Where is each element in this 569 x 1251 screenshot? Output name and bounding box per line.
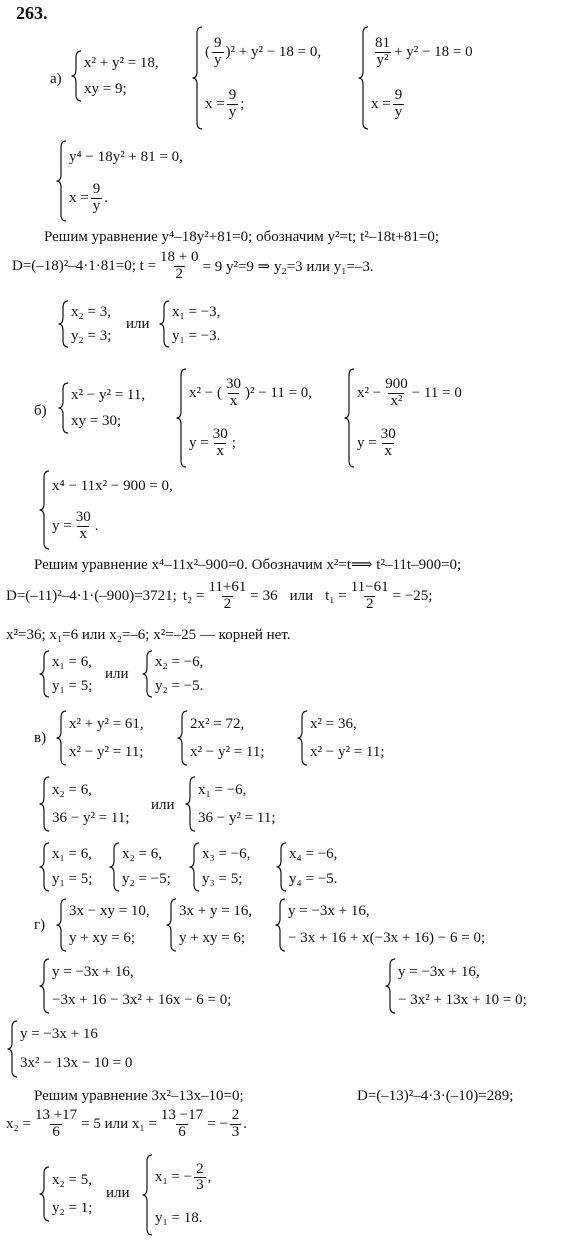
expr-part: x = [69, 189, 89, 206]
equation-line [69, 182, 183, 215]
part-a-system-2 [191, 26, 321, 130]
numerator: 9 [228, 86, 237, 103]
numerator: 11+61 [208, 579, 247, 595]
equation-line: y₃ = 5; [202, 871, 243, 887]
part-v-system-3 [296, 710, 385, 766]
part-b-answer-2 [141, 650, 203, 698]
expr-part: = −25; [392, 587, 433, 604]
equation-line: 3x − xy = 10, [69, 903, 150, 919]
part-a-answer-1 [57, 300, 111, 348]
left-brace-icon [70, 50, 82, 102]
denominator: x [384, 442, 392, 459]
left-brace-icon [141, 650, 153, 698]
equation-line: x₃ = −6, [202, 846, 251, 862]
left-brace-icon [6, 1020, 18, 1078]
equation-line: x₁ = 6, [52, 846, 92, 862]
equation-line: − 3x² + 13x + 10 = 0; [398, 991, 527, 1008]
left-brace-icon [57, 382, 69, 434]
expr-part: y = [357, 434, 377, 451]
denominator: y [394, 103, 403, 120]
left-brace-icon [191, 26, 203, 130]
brace-path [143, 651, 153, 697]
numerator: 30 [212, 425, 228, 442]
denominator: y² [376, 51, 389, 68]
denominator: 3 [196, 1177, 204, 1194]
brace-path [40, 471, 50, 549]
equation-line: y = −3x + 16 [20, 1026, 98, 1042]
numerator: 900 [385, 375, 408, 392]
equation-line: y + xy = 6; [69, 930, 136, 946]
equation-line: x₁ = −3, [172, 303, 221, 320]
equation-line: xy = 9; [84, 80, 127, 97]
fraction [224, 377, 243, 410]
expr-part: + y² − 18 = 0 [394, 43, 473, 60]
numerator: 30 [225, 375, 241, 392]
expr-part: x₂ = [6, 1115, 31, 1132]
or-word: или [126, 316, 150, 332]
equation-line: y + xy = 6; [179, 930, 246, 946]
part-g-system-6 [6, 1020, 132, 1078]
brace-path [59, 301, 69, 347]
problem-number: 263. [16, 3, 48, 23]
part-v-label: в) [34, 730, 47, 746]
expr-part: . [104, 189, 108, 206]
fraction [159, 1108, 205, 1141]
brace-path [167, 899, 177, 951]
discriminant-line: D=(–13)²–4·3·(–10)=289; [357, 1088, 514, 1104]
fraction [158, 250, 200, 283]
denominator: 2 [223, 595, 232, 612]
brace-path [160, 301, 170, 347]
expr-part: ; [231, 434, 236, 451]
expr-part: = − [207, 1115, 228, 1132]
expr-part: y = [52, 518, 72, 535]
denominator: y [214, 51, 222, 68]
or-word: или [289, 587, 314, 604]
equation-line: x² = 36, [310, 715, 357, 732]
brace-path [40, 959, 50, 1013]
part-b-answer-1 [38, 650, 92, 698]
part-v-answer-3 [188, 842, 250, 892]
equation-line: xy = 30; [71, 412, 122, 429]
part-v-system-5 [184, 776, 276, 832]
denominator: y [92, 197, 101, 214]
brace-path [178, 711, 188, 765]
part-g-answer-2 [141, 1154, 211, 1236]
left-brace-icon [55, 140, 67, 222]
equation-line: y = −3x + 16, [288, 903, 370, 919]
discriminant-line [12, 250, 374, 283]
expr-part: , [207, 1169, 212, 1186]
expr-part: y = [189, 434, 209, 451]
equation-line: x₄ = −6, [289, 846, 338, 862]
roots-line: x²=36; x₁=6 или x₂=–6; x²=–25 — корней нет. [6, 627, 291, 643]
denominator: 2 [365, 595, 374, 612]
equation-line: x² + y² = 61, [69, 715, 144, 732]
left-brace-icon [38, 1166, 50, 1222]
fraction [349, 580, 391, 613]
part-g-system-3 [274, 898, 485, 952]
expr-part: ; [240, 95, 245, 112]
or-word: или [106, 1185, 130, 1201]
fraction [230, 1108, 242, 1141]
brace-path [40, 651, 50, 697]
left-brace-icon [184, 776, 196, 832]
left-brace-icon [357, 26, 369, 130]
numerator: 9 [394, 86, 403, 103]
or-word: или [151, 797, 175, 813]
numerator: 81 [375, 34, 390, 51]
equation-line: x₂ = 3, [71, 303, 111, 320]
expr-part: . [94, 518, 99, 535]
equation-line: x₁ = −6, [198, 781, 247, 798]
equation-line: y₁ = 5; [52, 677, 93, 694]
denominator: 6 [178, 1123, 186, 1140]
denominator: y [228, 103, 237, 120]
brace-path [277, 843, 287, 891]
left-brace-icon [108, 842, 120, 892]
part-a-system-4 [55, 140, 183, 222]
equation-line [189, 377, 312, 410]
expr-part: = 5 или x₁ = [81, 1115, 157, 1132]
equation-line: − 3x + 16 + x(−3x + 16) − 6 = 0; [288, 930, 486, 946]
part-v-system-2 [176, 710, 265, 766]
brace-path [143, 1155, 153, 1235]
equation-line: x₂ = 6, [122, 846, 162, 862]
equation-line: x² − y² = 11; [69, 743, 144, 760]
fraction [91, 182, 103, 215]
discriminant-line [6, 580, 432, 613]
equation-line: y₄ = −5. [289, 871, 338, 887]
left-brace-icon [176, 710, 188, 766]
denominator: 2 [175, 265, 184, 282]
equation-line: y⁴ − 18y² + 81 = 0, [69, 148, 183, 165]
equation-line: y = −3x + 16, [398, 963, 480, 980]
fraction [379, 427, 398, 460]
or-word: или [105, 666, 129, 682]
left-brace-icon [296, 710, 308, 766]
expr-part: = 9 y²=9 ⇒ y₂=3 или y₁=–3. [202, 258, 374, 275]
numerator: 30 [380, 425, 396, 442]
expr-part: )² + y² − 18 = 0, [225, 43, 322, 60]
part-v-answer-1 [38, 842, 92, 892]
brace-path [57, 711, 67, 765]
fraction [212, 36, 224, 69]
brace-path [40, 843, 50, 891]
left-brace-icon [274, 898, 286, 952]
brace-path [40, 1167, 50, 1221]
part-b-label: б) [34, 403, 47, 419]
numerator: 30 [75, 509, 91, 526]
left-brace-icon [158, 300, 170, 348]
numerator: 13 −17 [160, 1107, 204, 1123]
denominator: x [229, 392, 238, 409]
denominator: x² [390, 392, 403, 409]
fraction [393, 88, 405, 121]
equation-line: y₁ = −3. [172, 327, 221, 344]
brace-path [359, 27, 369, 129]
expr-part: x = [205, 95, 225, 112]
equation-line: y₁ = 5; [52, 871, 93, 887]
part-g-label: г) [34, 917, 46, 933]
left-brace-icon [343, 368, 355, 468]
fraction [373, 36, 392, 69]
equation-line [357, 377, 462, 410]
left-brace-icon [384, 958, 396, 1014]
left-brace-icon [38, 776, 50, 832]
part-g-answer-1 [38, 1166, 92, 1222]
part-v-answer-4 [275, 842, 337, 892]
brace-path [193, 27, 203, 129]
denominator: 3 [231, 1123, 240, 1140]
denominator: 6 [52, 1123, 60, 1140]
roots-line [6, 1108, 247, 1141]
part-b-system-3 [343, 368, 462, 468]
left-brace-icon [38, 470, 50, 550]
equation-line: −3x + 16 − 3x² + 16x − 6 = 0; [52, 991, 232, 1008]
equation-line: 36 − y² = 11; [52, 809, 130, 826]
equation-line [52, 510, 173, 543]
left-brace-icon [57, 300, 69, 348]
solve-line: Решим уравнение 3x²–13x–10=0; [34, 1088, 244, 1104]
numerator: 2 [196, 1160, 204, 1177]
part-g-system-4 [38, 958, 231, 1014]
part-a-answer-2 [158, 300, 220, 348]
brace-path [190, 843, 200, 891]
part-a-system-3 [357, 26, 473, 130]
brace-path [40, 777, 50, 831]
left-brace-icon [38, 650, 50, 698]
expr-part: x₁ = − [155, 1169, 193, 1186]
equation-line: y₁ = 18. [155, 1210, 203, 1227]
equation-line: y₂ = 1; [52, 1199, 93, 1216]
left-brace-icon [55, 710, 67, 766]
brace-path [386, 959, 396, 1013]
equation-line [155, 1162, 211, 1195]
expr-part: . [243, 1115, 248, 1132]
brace-path [345, 369, 355, 467]
numerator: 9 [214, 34, 222, 51]
equation-line: y₂ = −5. [155, 677, 204, 694]
left-brace-icon [175, 368, 187, 468]
equation-line: y₂ = 3; [71, 327, 112, 344]
equation-line: x² − y² = 11; [190, 743, 265, 760]
equation-line: y₂ = −5; [122, 871, 171, 887]
equation-line: 3x² − 13x − 10 = 0 [20, 1055, 133, 1071]
part-a-system-1 [70, 50, 159, 102]
left-brace-icon [165, 898, 177, 952]
part-v-system-1 [55, 710, 144, 766]
expr-part: D=(–18)²–4·1·81=0; t = [12, 257, 157, 274]
part-g-system-2 [165, 898, 252, 952]
equation-line: x⁴ − 11x² − 900 = 0, [52, 478, 173, 495]
numerator: 11−61 [350, 579, 389, 595]
equation-line: x² − y² = 11, [71, 386, 146, 403]
numerator: 13 +17 [34, 1107, 78, 1123]
part-v-system-4 [38, 776, 130, 832]
brace-path [186, 777, 196, 831]
denominator: x [79, 526, 87, 543]
equation-line [371, 88, 473, 121]
solve-line: Решим уравнение y⁴–18y²+81=0; обозначим y²=t; t²–18t+81=0; [44, 229, 439, 245]
brace-path [59, 383, 69, 433]
equation-line: x₁ = 6, [52, 653, 92, 670]
fraction [383, 377, 410, 410]
part-v-answer-2 [108, 842, 171, 892]
expr-part: x = [371, 95, 391, 112]
left-brace-icon [188, 842, 200, 892]
equation-line: x² − y² = 11; [310, 743, 385, 760]
equation-line: 36 − y² = 11; [198, 809, 276, 826]
equation-line: x² + y² = 18, [84, 54, 159, 71]
part-b-system-2 [175, 368, 312, 468]
equation-line [371, 36, 473, 69]
brace-path [8, 1021, 18, 1077]
equation-line: 3x + y = 16, [179, 903, 253, 919]
fraction [33, 1108, 79, 1141]
left-brace-icon [275, 842, 287, 892]
numerator: 2 [231, 1107, 240, 1123]
equation-line [205, 36, 321, 69]
equation-line [205, 88, 321, 121]
expr-part: t₂ = [182, 587, 205, 604]
part-a-label: а) [50, 71, 62, 87]
solve-line: Решим уравнение x⁴–11x²–900=0. Обозначим x²=t⟹ t²–11t–900=0; [34, 557, 462, 573]
expr-part: x² − [357, 384, 382, 401]
part-b-system-4 [38, 470, 173, 550]
expr-part: = 36 [250, 587, 278, 604]
equation-line: x₂ = 6, [52, 781, 92, 798]
numerator: 9 [92, 180, 101, 197]
brace-path [110, 843, 120, 891]
brace-path [57, 899, 67, 951]
left-brace-icon [38, 958, 50, 1014]
fraction [227, 88, 239, 121]
expr-part: )² − 11 = 0, [244, 384, 313, 401]
left-brace-icon [38, 842, 50, 892]
part-b-system-1 [57, 382, 145, 434]
equation-line: x₂ = −6, [155, 653, 204, 670]
left-brace-icon [55, 898, 67, 952]
left-brace-icon [141, 1154, 153, 1236]
numerator: 18 + 0 [160, 249, 199, 265]
equation-line: y = −3x + 16, [52, 963, 134, 980]
brace-path [72, 51, 82, 101]
brace-path [298, 711, 308, 765]
equation-line: 2x² = 72, [190, 715, 245, 732]
equation-line [189, 427, 312, 460]
expr-part: ( [205, 43, 210, 60]
fraction [211, 427, 230, 460]
expr-part: x² − ( [189, 384, 222, 401]
expr-part: D=(–11)²–4·1·(–900)=3721; [6, 587, 177, 604]
brace-path [177, 369, 187, 467]
fraction [74, 510, 93, 543]
expr-part: − 11 = 0 [411, 384, 462, 401]
brace-path [57, 141, 67, 221]
equation-line [357, 427, 462, 460]
brace-path [276, 899, 286, 951]
denominator: x [216, 442, 224, 459]
expr-part: t₁ = [325, 587, 347, 604]
part-g-system-1 [55, 898, 150, 952]
equation-line: x₂ = 5, [52, 1171, 92, 1188]
fraction [206, 580, 248, 613]
fraction [194, 1162, 206, 1195]
part-g-system-5 [384, 958, 527, 1014]
